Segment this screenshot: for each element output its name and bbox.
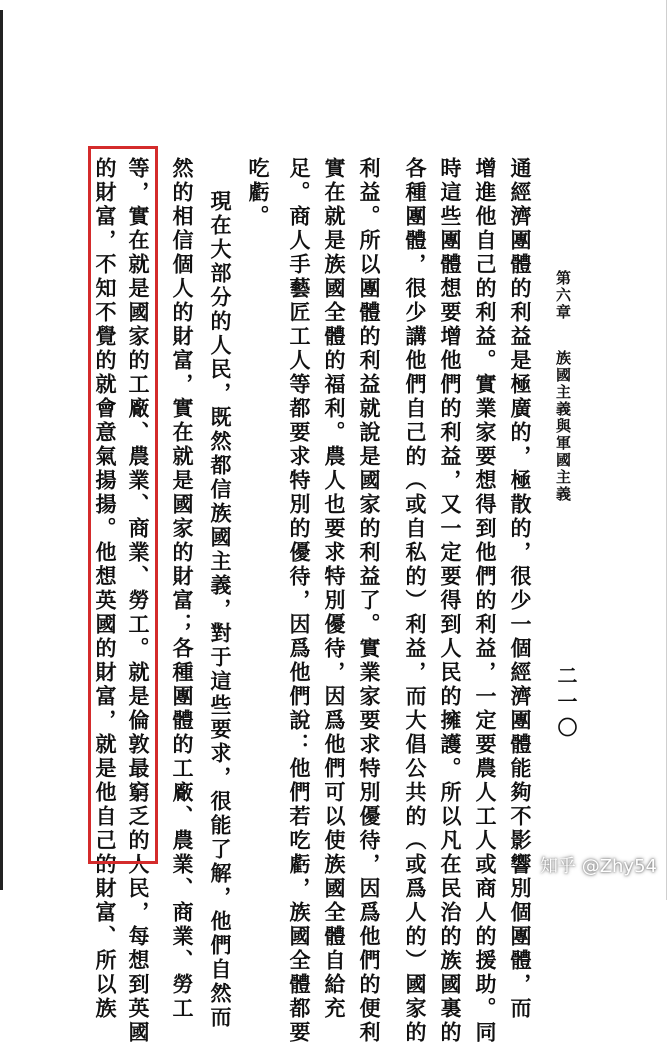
- text-column-7: 足。商人手藝匠工人等都要求特別的優待，因爲他們說：他們若吃虧，族國全體都要: [287, 157, 312, 1045]
- text-column-2: 增進他自己的利益。實業家要想得到他們的利益，一定要農人工人或商人的援助。同: [473, 157, 498, 1045]
- text-column-12: 的財富，不知不覺的就會意氣揚揚。他想英國的財富，就是他自己的財富、所以族: [93, 157, 118, 1021]
- text-column-8: 吃虧。: [246, 157, 271, 229]
- chapter-label: 第六章: [554, 270, 572, 321]
- watermark: 知乎 @Zhy54: [539, 856, 657, 877]
- text-column-5: 利益。所以團體的利益就說是國家的利益了。實業家要求特別優待，因爲他們的便利: [357, 157, 382, 1045]
- text-column-4: 各種團體，很少講他們自己的（或自私的）利益，而大倡公共的（或爲人的）國家的: [403, 157, 428, 1045]
- highlight-box: [88, 146, 158, 864]
- page-number: 二一〇: [554, 665, 578, 743]
- text-column-6: 實在就是族國全體的福利。農人也要求特別優待，因爲他們可以使族國全體自給充: [322, 157, 347, 1021]
- text-column-11: 等，實在就是國家的工廠、農業、商業、勞工。就是倫敦最窮乏的人民，每想到英國: [126, 157, 151, 1045]
- scan-left-border: [0, 10, 3, 890]
- text-column-10: 然的相信個人的財富，實在就是國家的財富；各種團體的工廠、農業、商業、勞工: [170, 157, 195, 1021]
- text-column-3: 時這些團體想要增他們的利益，又一定要得到人民的擁護。所以凡在民治的族國裏的: [438, 157, 463, 1045]
- text-column-9: 現在大部分的人民，既然都信族國主義，對于這些要求，很能了解，他們自然而: [208, 190, 233, 1030]
- chapter-title: 族國主義與軍國主義: [554, 350, 572, 503]
- text-column-1: 通經濟團體的利益是極廣的，極散的，很少一個經濟團體能夠不影響別個團體，而: [508, 157, 533, 1021]
